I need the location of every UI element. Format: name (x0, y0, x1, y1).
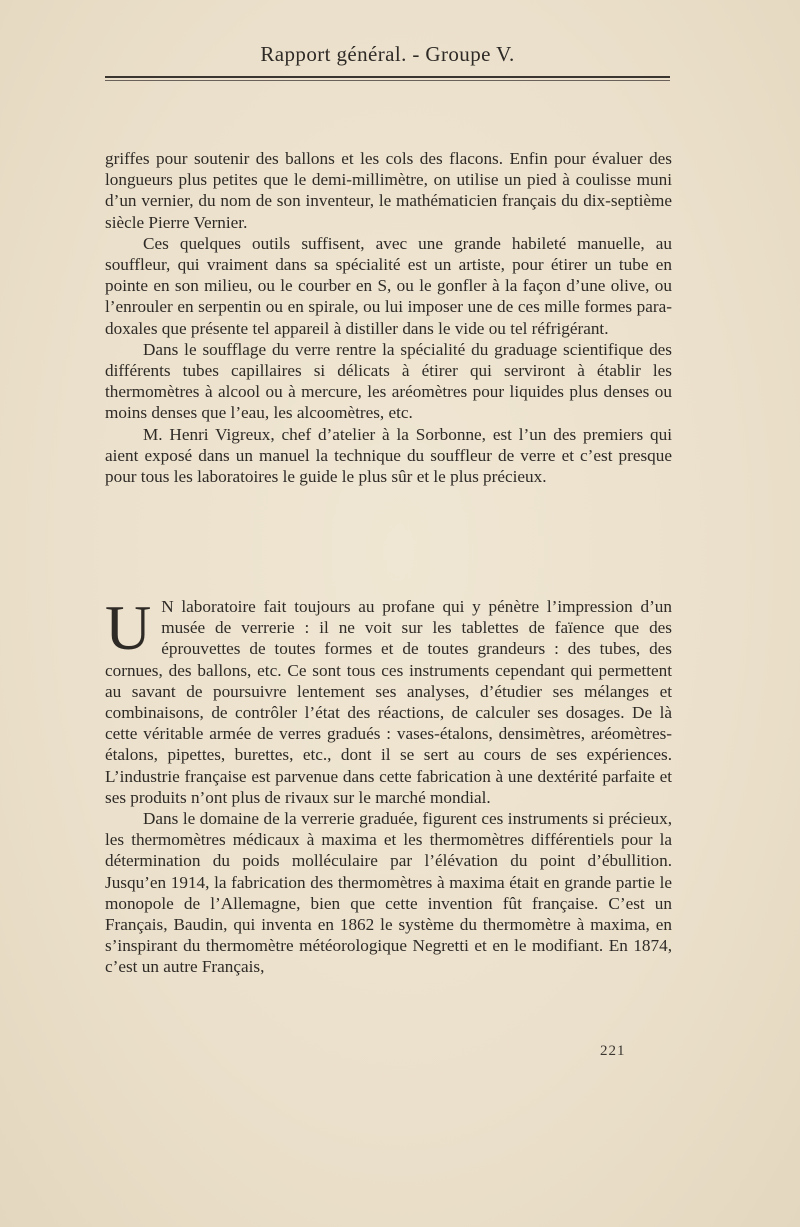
body-text-bottom (105, 592, 672, 978)
paragraph-verrerie-graduee: Dans le domaine de la verrerie graduée, figurent ces instruments si précieux, les thermomètres médicaux à maxima et les thermomètres différentiels pour la détermination du poids molléculaire par l’élévation du point d’ébullition. Jusqu’en 1914, la fabrication des thermomètres à maxima était en grande partie le monopole de l’Allemagne, bien que cette invention fût française. C’est un Français, Baudin, qui inventa en 1862 le système du thermomètre à maxima, en s’inspirant du thermomètre météorologique Negretti et en le modifiant. En 1874, c’est un autre Français, (105, 809, 672, 977)
page-number: 221 (600, 1043, 626, 1059)
paragraph-tools: Ces quelques outils suffisent, avec une grande habileté manuelle, au souffleur, qui vraiment dans sa spécialité est un artiste, pour étirer un tube en pointe en son milieu, ou le courber en S, ou le gonfler à la façon d’une olive, ou l’enrouler en serpentin ou en spirale, ou lui imposer une de ces mille formes paradoxales que présente tel appareil à distiller dans le vide ou tel réfrigérant. (105, 233, 672, 338)
paragraph-laboratoire (105, 592, 672, 808)
header-rule (105, 76, 670, 78)
header-rule-thin (105, 80, 670, 81)
body-text-top (105, 148, 672, 487)
paragraph-continuation: griffes pour soutenir des ballons et les cols des flacons. Enfin pour évaluer des longueurs plus petites que le demi-millimètre, on utilise un pied à coulisse muni d’un vernier, du nom de son inventeur, le mathématicien français du dix-septième siècle Pierre Vernier. (105, 149, 672, 232)
running-header: Rapport général. - Groupe V. (260, 42, 515, 66)
paragraph-graduage: Dans le soufflage du verre rentre la spécialité du graduage scientifique des différents tubes capillaires si délicats à étirer qui serviront à établir les thermomètres à alcool ou à mercure, les aréomètres pour liquides plus denses ou moins denses que l’eau, les alcoomètres, etc. (105, 339, 672, 423)
paragraph-laboratoire-text: N laboratoire fait toujours au profane qui y pénètre l’impression d’un musée de verrerie : il ne voit sur les tablettes de faïence que des éprouvettes de toutes formes et de toutes grandeurs : des tubes, des cornues, des ballons, etc. Ce sont tous ces instruments cependant qui permettent au savant de poursuivre lentement ses analyses, d’étudier ses mélanges et combinaisons, de contrôler l’état des réactions, de calculer ses dosages. De là cette véritable armée de verres gradués : vases-étalons, densimètres, aréomètres-étalons, pipettes, burettes, etc., dont il se sert au cours de ses expériences. L’industrie française est parvenue dans cette fabrication à une dextérité parfaite et ses produits n’ont plus de rivaux sur le marché mondial. (105, 597, 672, 807)
drop-cap: U (105, 592, 152, 663)
paragraph-vigreux: M. Henri Vigreux, chef d’atelier à la Sorbonne, est l’un des premiers qui aient exposé dans un manuel la technique du souffleur de verre et c’est presque pour tous les laboratoires le guide le plus sûr et le plus précieux. (105, 424, 672, 487)
